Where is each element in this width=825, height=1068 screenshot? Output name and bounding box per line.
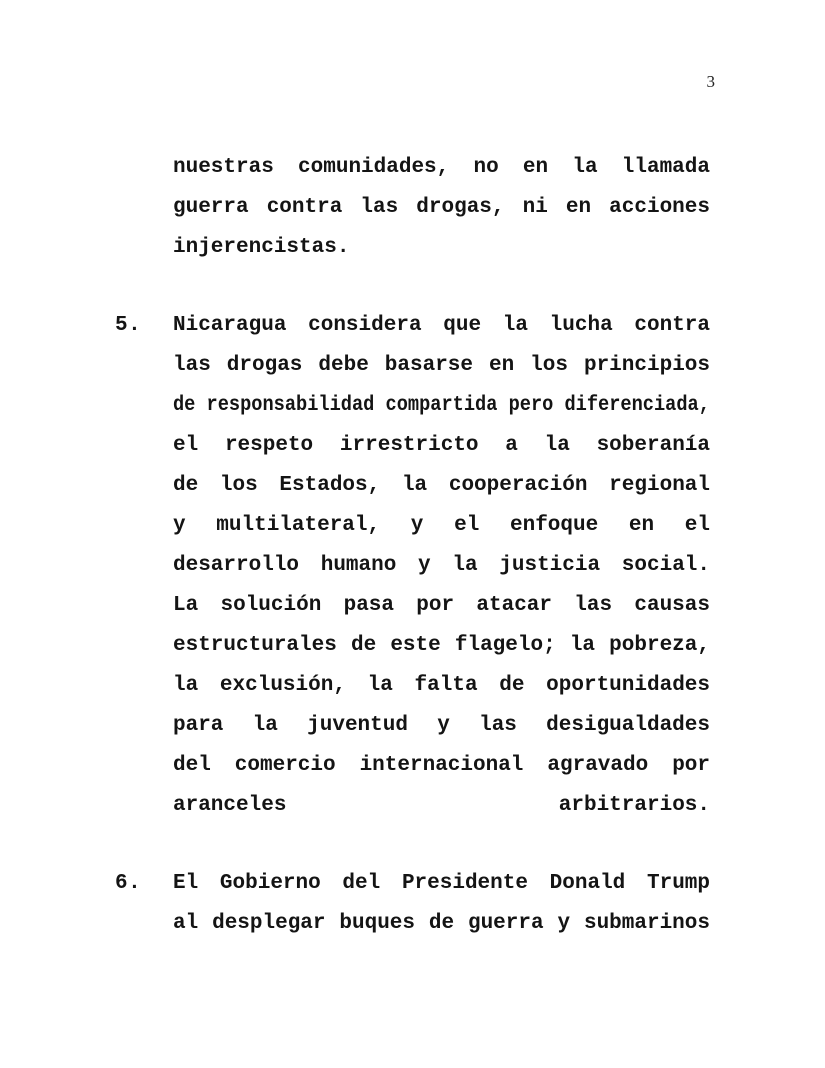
text-line: el respeto irrestricto a la soberanía [173,434,710,457]
paragraph-lines [173,864,710,944]
paragraph-number: 6. [115,872,142,895]
text-line: injerencistas. [173,236,350,259]
text-line: de responsabilidad compartida pero diferenciada, [173,394,710,417]
text-line: La solución pasa por atacar las causas [173,594,710,617]
text-line: para la juventud y las desigualdades [173,714,710,737]
page-number: 3 [706,72,715,91]
text-line: guerra contra las drogas, ni en acciones [173,196,710,219]
text-line: aranceles arbitrarios. [173,794,710,817]
text-line: al desplegar buques de guerra y submarinos [173,912,710,935]
paragraph [115,148,710,268]
text-line: de los Estados, la cooperación regional [173,474,710,497]
text-line: y multilateral, y el enfoque en el [173,514,710,537]
text-line: desarrollo humano y la justicia social. [173,554,710,577]
paragraph-number [115,148,173,188]
text-line: Nicaragua considera que la lucha contra [173,314,710,337]
paragraph [115,306,710,826]
paragraph-lines [173,148,710,268]
text-line: las drogas debe basarse en los principios [173,354,710,377]
text-line: la exclusión, la falta de oportunidades [173,674,710,697]
text-line: nuestras comunidades, no en la llamada [173,156,710,179]
text-line: El Gobierno del Presidente Donald Trump [173,872,710,895]
paragraph-lines [173,306,710,826]
paragraph [115,864,710,944]
text-line: estructurales de este flagelo; la pobreza, [173,634,710,657]
text-line: del comercio internacional agravado por [173,754,710,777]
paragraph-number: 5. [115,314,142,337]
document-body [115,148,710,982]
